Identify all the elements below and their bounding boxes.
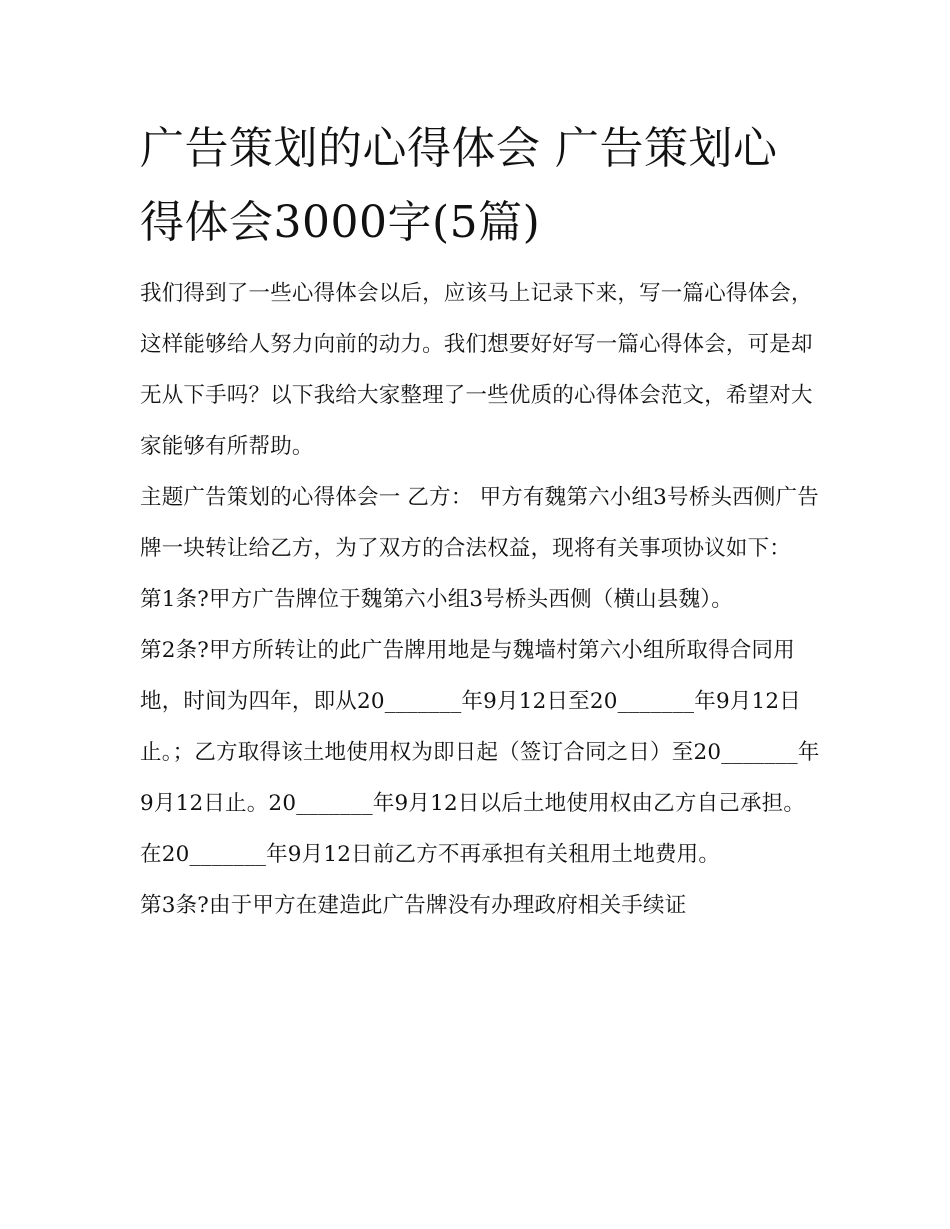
document-body [140, 112, 820, 931]
paragraph-article-3: 第3条?由于甲方在建造此广告牌没有办理政府相关手续证 [140, 893, 687, 918]
document-title: 广告策划的心得体会 广告策划心得体会3000字(5篇) [140, 123, 778, 248]
paragraph-intro: 我们得到了一些心得体会以后，应该马上记录下来，写一篇心得体会，这样能够给人努力向前的动力。我们想要好好写一篇心得体会，可是却无从下手吗？以下我给大家整理了一些优质的心得体会范文，希望对大家能够有所帮助。 [140, 281, 813, 459]
paragraph-topic: 主题广告策划的心得体会一 乙方： 甲方有魏第六小组3号桥头西侧广告牌一块转让给乙方，为了双方的合法权益，现将有关事项协议如下： [140, 485, 819, 561]
paragraph-article-1: 第1条?甲方广告牌位于魏第六小组3号桥头西侧（横山县魏）。 [140, 587, 733, 612]
paragraph-article-2: 第2条?甲方所转让的此广告牌用地是与魏墙村第六小组所取得合同用地，时间为四年，即从20_______年9月12日至20_______年9月12日止。；乙方取得该土地使用权为即日起（签订合同之日）至20_______年9月12日止。20_______年9月12日以后土地使用权由乙方自己承担。在20_______年9月12日前乙方不再承担有关租用土地费用。 [140, 638, 820, 867]
